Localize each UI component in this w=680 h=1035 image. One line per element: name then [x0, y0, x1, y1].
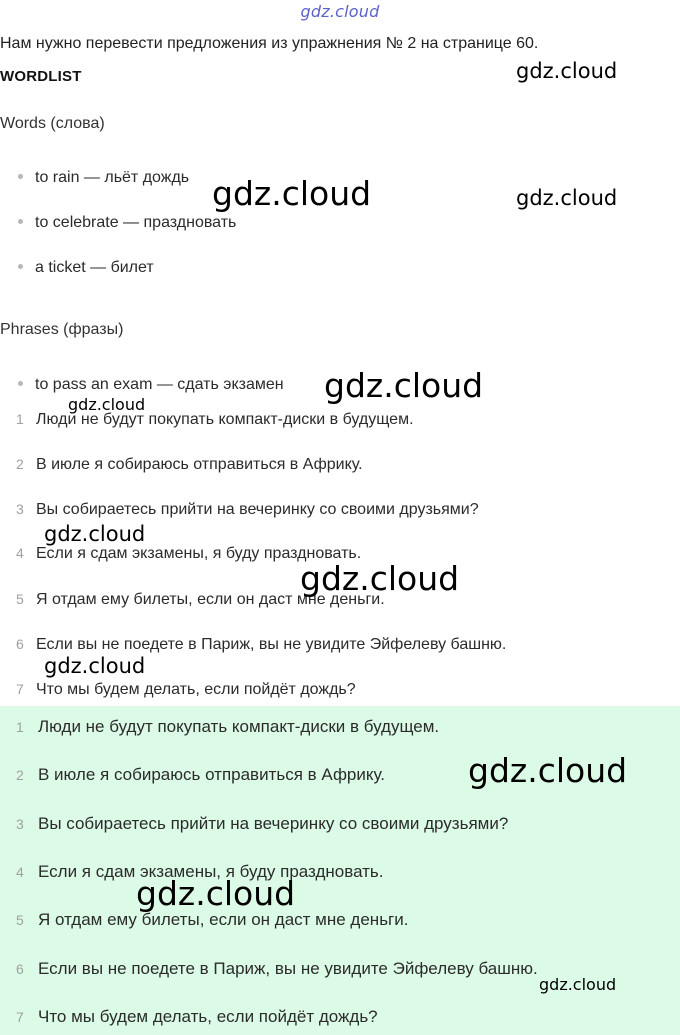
answer-number: 3 [16, 816, 24, 832]
answer-text: В июле я собираюсь отправиться в Африку. [38, 765, 386, 784]
answer-number: 4 [16, 864, 24, 880]
sentence-text: Люди не будут покупать компакт-диски в будущем. [36, 411, 414, 428]
sentence-number: 5 [16, 591, 24, 607]
sentence-item [16, 501, 479, 519]
watermark: gdz.cloud [44, 522, 146, 546]
answer-number: 5 [16, 912, 24, 928]
watermark: gdz.cloud [300, 559, 460, 598]
sentence-number: 2 [16, 456, 24, 472]
words-label: Words (слова) [0, 115, 105, 132]
watermark: gdz.cloud [539, 975, 617, 994]
answer-text: Я отдам ему билеты, если он даст мне деньги. [38, 910, 409, 929]
answer-item [16, 765, 385, 785]
phrase-text: to pass an exam — сдать экзамен [35, 376, 284, 393]
phrase-item [18, 376, 284, 394]
sentence-item [16, 681, 356, 699]
bullet-icon [18, 264, 23, 269]
sentence-text: Если вы не поедете в Париж, вы не увидите Эйфелеву башню. [36, 636, 507, 653]
word-item [18, 259, 154, 277]
word-text: to rain — льёт дождь [35, 169, 190, 186]
answer-item [16, 814, 508, 834]
answer-text: Вы собираетесь прийти на вечеринку со своими друзьями? [38, 814, 509, 833]
word-text: to celebrate — праздновать [35, 214, 237, 231]
answer-text: Если я сдам экзамены, я буду праздновать. [38, 862, 384, 881]
answer-number: 6 [16, 961, 24, 977]
sentence-number: 7 [16, 681, 24, 697]
top-watermark: gdz.cloud [300, 2, 380, 21]
sentence-number: 3 [16, 501, 24, 517]
watermark: gdz.cloud [136, 874, 296, 913]
answer-item [16, 959, 538, 979]
sentence-text: В июле я собираюсь отправиться в Африку. [36, 456, 363, 473]
answer-item [16, 1007, 378, 1027]
bullet-icon [18, 219, 23, 224]
answer-number: 7 [16, 1009, 24, 1025]
phrases-label: Phrases (фразы) [0, 321, 124, 338]
answer-text: Люди не будут покупать компакт-диски в будущем. [38, 717, 440, 736]
watermark: gdz.cloud [44, 654, 146, 678]
word-item [18, 214, 236, 232]
watermark: gdz.cloud [516, 186, 618, 210]
bullet-icon [18, 174, 23, 179]
intro-text: Нам нужно перевести предложения из упражнения № 2 на странице 60. [0, 35, 539, 52]
watermark: gdz.cloud [68, 395, 146, 414]
sentence-text: Что мы будем делать, если пойдёт дождь? [36, 681, 356, 698]
watermark: gdz.cloud [324, 366, 484, 405]
sentence-text: Вы собираетесь прийти на вечеринку со своими друзьями? [36, 501, 479, 518]
bullet-icon [18, 381, 23, 386]
answer-item [16, 910, 408, 930]
sentence-item [16, 636, 506, 654]
sentence-number: 1 [16, 411, 24, 427]
answer-number: 2 [16, 767, 24, 783]
answer-text: Что мы будем делать, если пойдёт дождь? [38, 1007, 378, 1026]
watermark: gdz.cloud [468, 751, 628, 790]
sentence-text: Я отдам ему билеты, если он даст мне деньги. [36, 591, 385, 608]
watermark: gdz.cloud [212, 174, 372, 213]
wordlist-heading: WORDLIST [0, 68, 82, 85]
answer-number: 1 [16, 719, 24, 735]
sentence-item [16, 456, 363, 474]
sentence-number: 6 [16, 636, 24, 652]
sentence-text: Если я сдам экзамены, я буду праздновать. [36, 545, 362, 562]
word-text: a ticket — билет [35, 259, 154, 276]
sentence-number: 4 [16, 545, 24, 561]
word-item [18, 169, 189, 187]
watermark: gdz.cloud [516, 59, 618, 83]
answer-text: Если вы не поедете в Париж, вы не увидите Эйфелеву башню. [38, 959, 538, 978]
answer-item [16, 717, 439, 737]
